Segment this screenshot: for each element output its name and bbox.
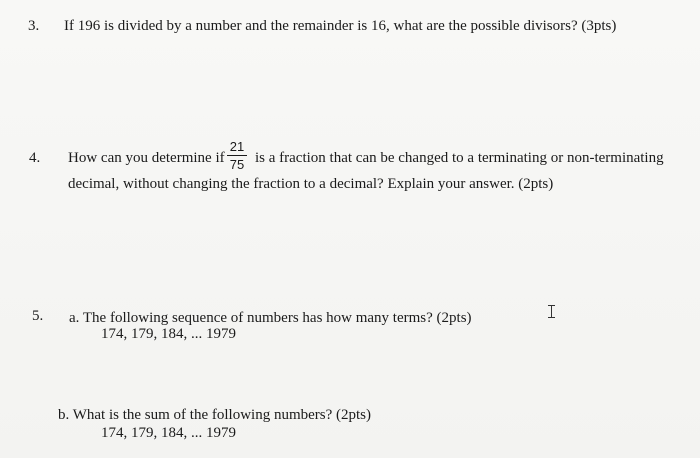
question-3-number: 3. (28, 18, 40, 34)
question-5b-sequence: 174, 179, 184, ... 1979 (101, 425, 236, 441)
fraction-bar (227, 155, 247, 156)
question-5-number: 5. (32, 308, 44, 324)
fraction-numerator: 21 (229, 139, 245, 154)
text-cursor-icon (547, 305, 556, 318)
question-4-text-before: How can you determine if (68, 150, 225, 166)
question-5b-text: b. What is the sum of the following numbers? (2pts) (58, 407, 372, 423)
question-4-number: 4. (29, 150, 41, 166)
question-3-text: If 196 is divided by a number and the remainder is 16, what are the possible divisors? (3pts) (64, 18, 617, 34)
fraction-denominator: 75 (229, 157, 245, 172)
question-4-fraction (227, 140, 247, 172)
question-4-text-after: is a fraction that can be changed to a terminating or non-terminating (255, 150, 664, 166)
question-5a-text: a. The following sequence of numbers has how many terms? (2pts) (69, 310, 472, 326)
question-5a-sequence: 174, 179, 184, ... 1979 (101, 326, 236, 342)
question-4-text-line-2: decimal, without changing the fraction to a decimal? Explain your answer. (2pts) (68, 176, 554, 192)
